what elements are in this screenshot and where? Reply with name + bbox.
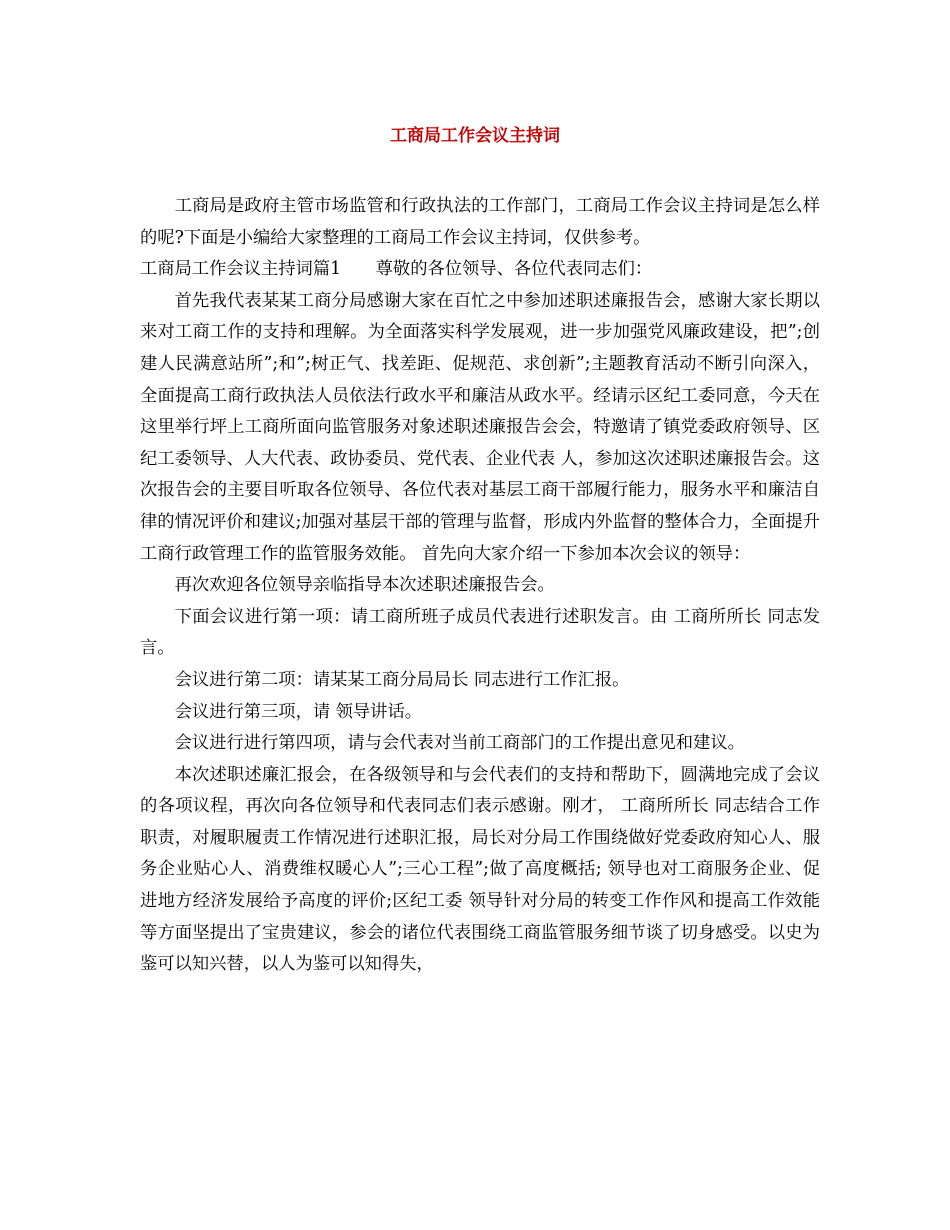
body-paragraph: 工商局工作会议主持词篇1 尊敬的各位领导、各位代表同志们： bbox=[140, 259, 653, 280]
body-paragraph: 本次述职述廉汇报会，在各级领导和与会代表们的支持和帮助下，圆满地完成了会议的各项议程，再次向各位领导和代表同志们表示感谢。刚才， 工商所所长 同志结合工作职责，对履职履责工作情况进行述职汇报，局长对分局工作围绕做好党委政府知心人、服务企业贴心人、消费维权暖心人”;三心工程”;做了高度概括; 领导也对工商服务企业、促进地方经济发展给予高度的评价;区纪工委 领导针对分局的转变工作作风和提高工作效能等方面坚提出了宝贵建议，参会的诸位代表围绕工商监管服务细节谈了切身感受。以史为鉴可以知兴替，以人为鉴可以知得失， bbox=[140, 764, 820, 975]
document-body bbox=[140, 191, 820, 981]
body-paragraph: 再次欢迎各位领导亲临指导本次述职述廉报告会。 bbox=[174, 575, 555, 596]
body-paragraph: 工商局是政府主管市场监管和行政执法的工作部门，工商局工作会议主持词是怎么样的呢?下面是小编给大家整理的工商局工作会议主持词，仅供参考。 bbox=[140, 196, 820, 248]
body-paragraph: 会议进行第二项：请某某工商分局局长 同志进行工作汇报。 bbox=[174, 669, 630, 690]
body-paragraph: 会议进行第三项，请 领导讲话。 bbox=[174, 701, 423, 722]
body-paragraph: 下面会议进行第一项：请工商所班子成员代表进行述职发言。由 工商所所长 同志发言。 bbox=[140, 606, 820, 659]
body-paragraph: 会议进行进行第四项，请与会代表对当前工商部门的工作提出意见和建议。 bbox=[174, 733, 745, 754]
document-title: 工商局工作会议主持词 bbox=[390, 126, 560, 146]
body-paragraph: 首先我代表某某工商分局感谢大家在百忙之中参加述职述廉报告会，感谢大家长期以来对工商工作的支持和理解。为全面落实科学发展观，进一步加强党风廉政建设，把”;创建人民满意站所”;和”;树正气、找差距、促规范、求创新”;主题教育活动不断引向深入，全面提高工商行政执法人员依法行政水平和廉洁从政水平。经请示区纪工委同意，今天在这里举行坪上工商所面向监管服务对象述职述廉报告会会，特邀请了镇党委政府领导、区纪工委领导、人大代表、政协委员、党代表、企业代表 人，参加这次述职述廉报告会。这次报告会的主要目听取各位领导、各位代表对基层工商干部履行能力，服务水平和廉洁自律的情况评价和建议;加强对基层干部的管理与监督，形成内外监督的整体合力，全面提升工商行政管理工作的监管服务效能。 首先向大家介绍一下参加本次会议的领导： bbox=[140, 290, 820, 564]
